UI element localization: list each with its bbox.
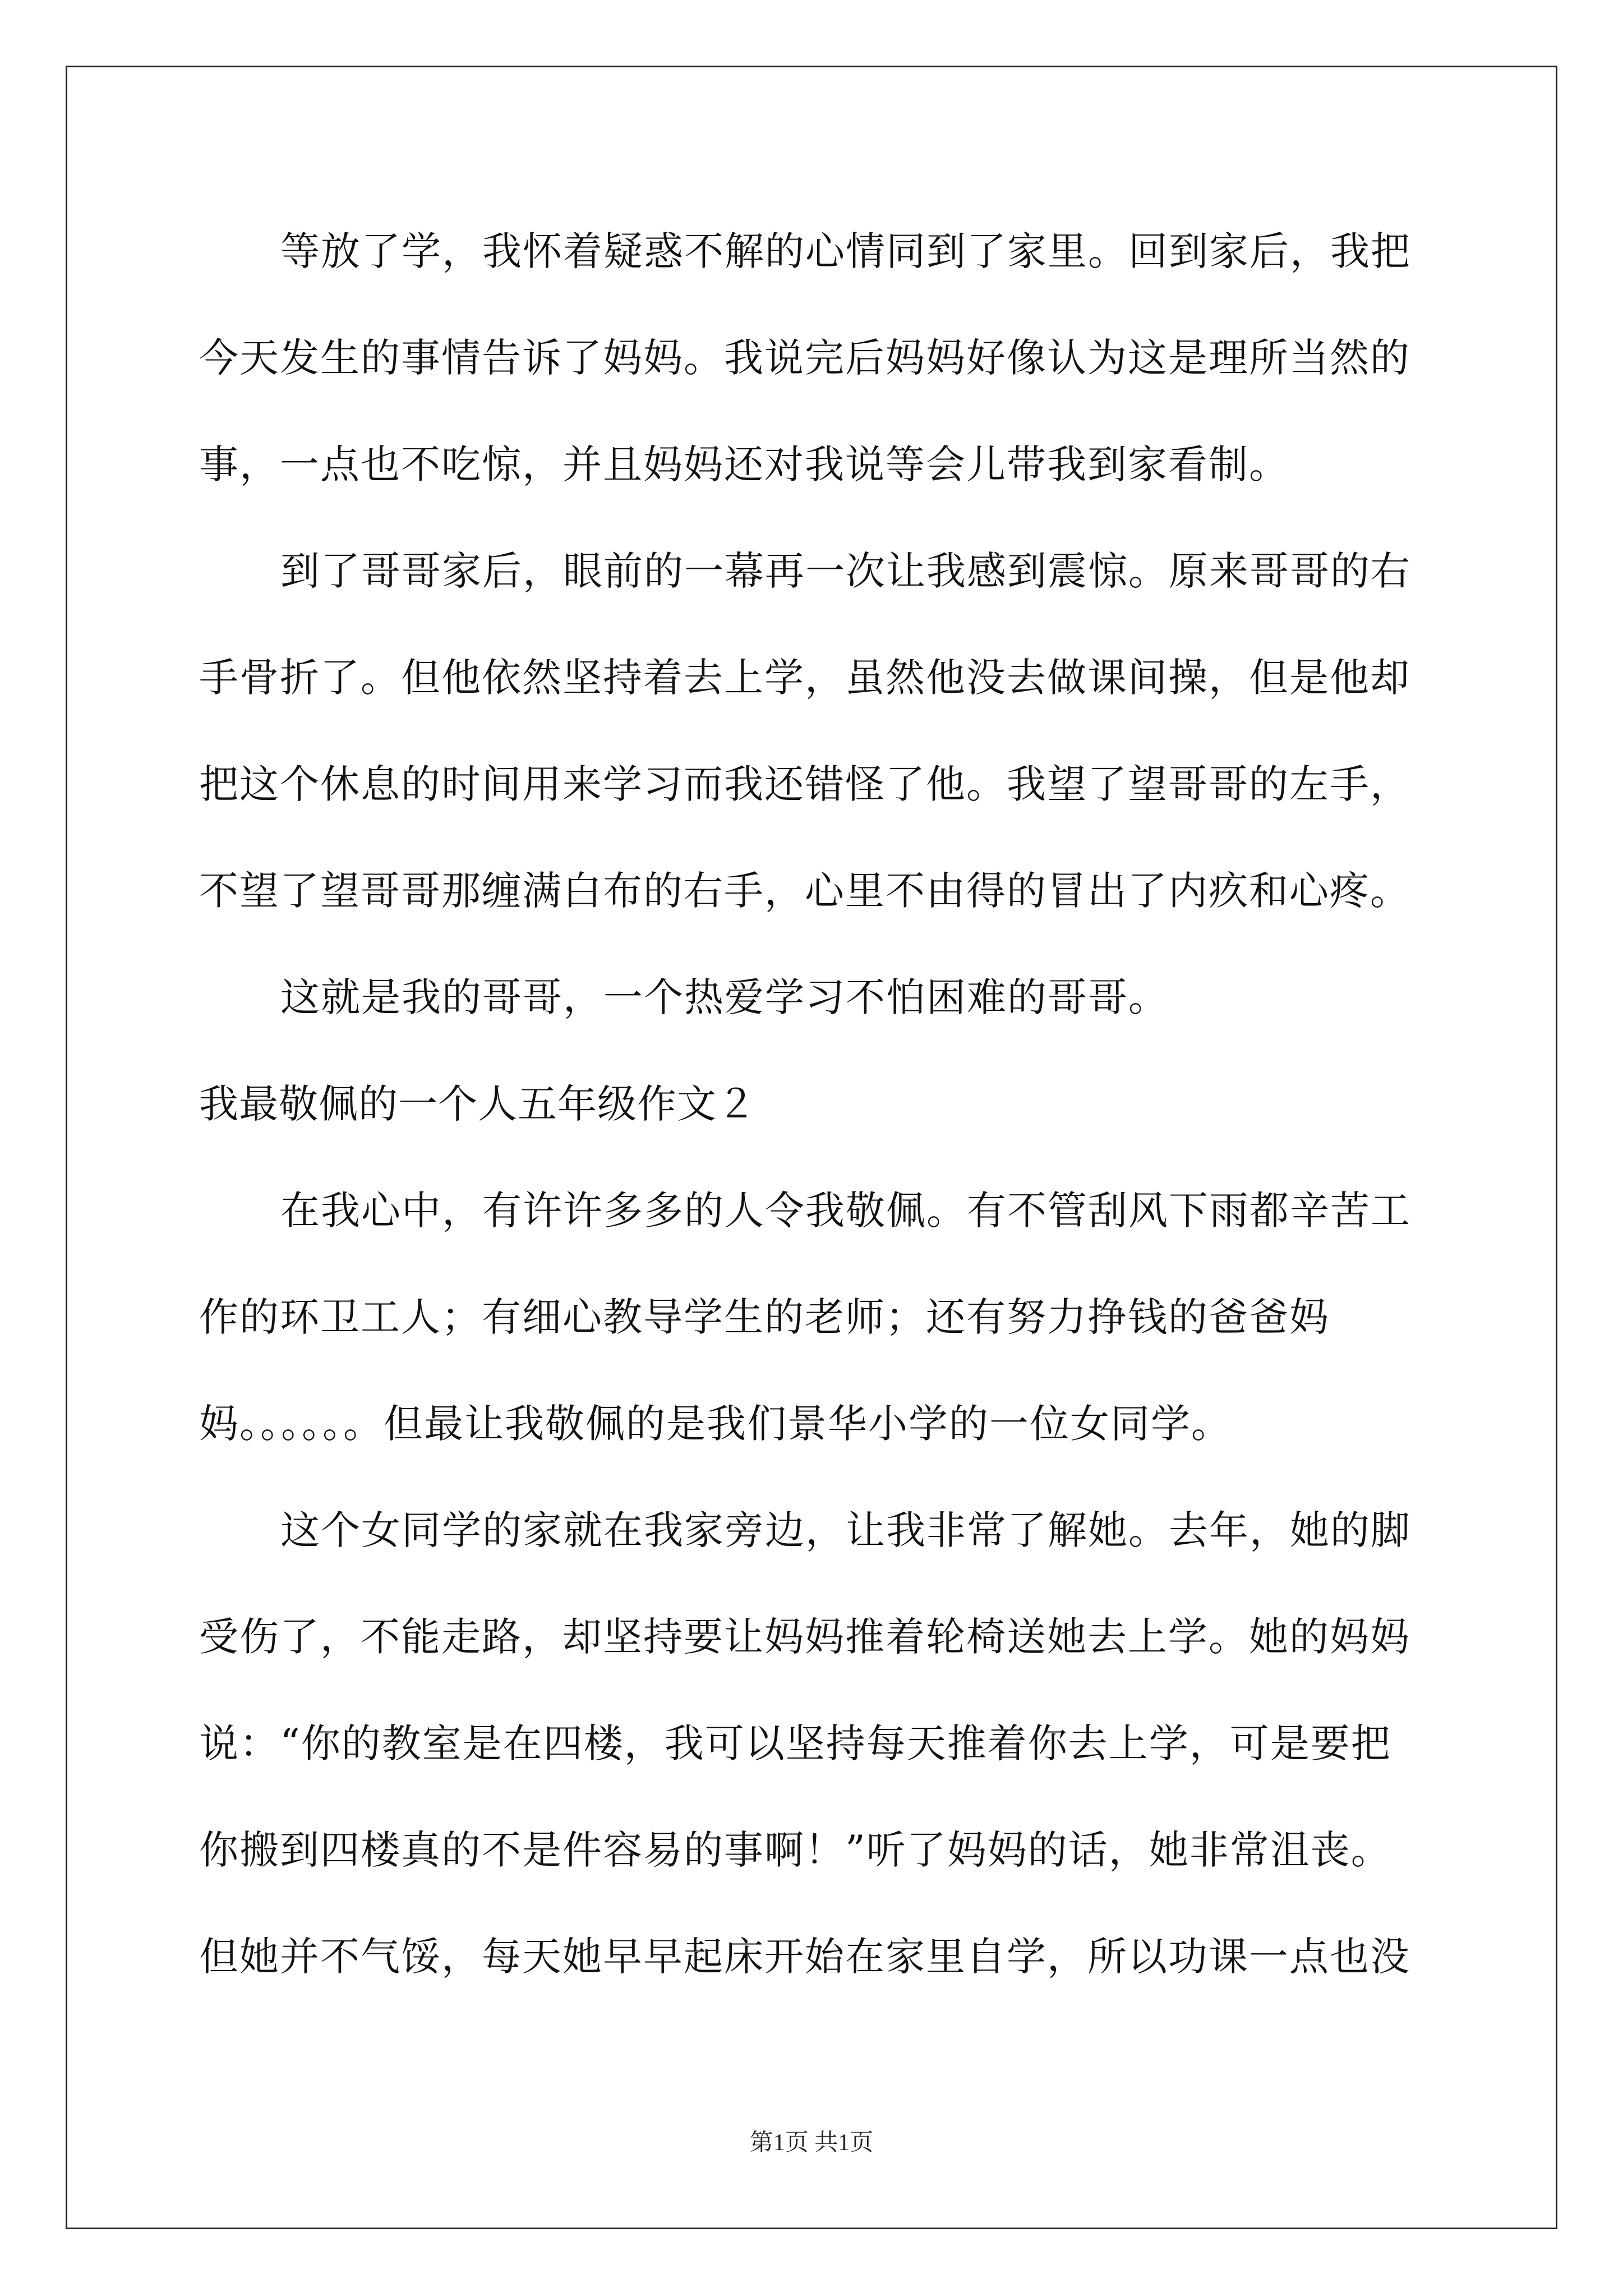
body-line: 今天发生的事情告诉了妈妈。我说完后妈妈好像认为这是理所当然的	[199, 335, 1410, 381]
body-line: 妈。。。。。。但最让我敬佩的是我们景华小学的一位女同学。	[199, 1401, 1232, 1447]
body-line: 把这个休息的时间用来学习而我还错怪了他。我望了望哥哥的左手，	[199, 761, 1410, 807]
body-line: 到了哥哥家后，眼前的一幕再一次让我感到震惊。原来哥哥的右	[280, 548, 1411, 594]
body-line: 在我心中，有许许多多的人令我敬佩。有不管刮风下雨都辛苦工	[280, 1188, 1411, 1234]
body-line: 手骨折了。但他依然坚持着去上学，虽然他没去做课间操，但是他却	[199, 655, 1410, 701]
section-heading: 我最敬佩的一个人五年级作文２	[199, 1081, 757, 1127]
page-footer: 第1页 共1页	[749, 2130, 874, 2156]
document-body	[199, 223, 1427, 2035]
body-line: 等放了学，我怀着疑惑不解的心情同到了家里。回到家后，我把	[280, 228, 1411, 274]
body-line: 但她并不气馁，每天她早早起床开始在家里自学，所以功课一点也没	[199, 1934, 1410, 1980]
body-line: 受伤了，不能走路，却坚持要让妈妈推着轮椅送她去上学。她的妈妈	[199, 1614, 1410, 1660]
body-line: 说：“你的教室是在四楼，我可以坚持每天推着你去上学，可是要把	[199, 1720, 1391, 1766]
body-line: 作的环卫工人；有细心教导学生的老师；还有努力挣钱的爸爸妈	[199, 1294, 1330, 1340]
body-line: 这个女同学的家就在我家旁边，让我非常了解她。去年，她的脚	[280, 1507, 1411, 1553]
body-line: 你搬到四楼真的不是件容易的事啊！”听了妈妈的话，她非常沮丧。	[199, 1827, 1391, 1873]
body-line: 不望了望哥哥那缠满白布的右手，心里不由得的冒出了内疚和心疼。	[199, 868, 1410, 914]
body-line: 事，一点也不吃惊，并且妈妈还对我说等会儿带我到家看制。	[199, 441, 1289, 487]
body-line: 这就是我的哥哥，一个热爱学习不怕困难的哥哥。	[280, 974, 1169, 1020]
